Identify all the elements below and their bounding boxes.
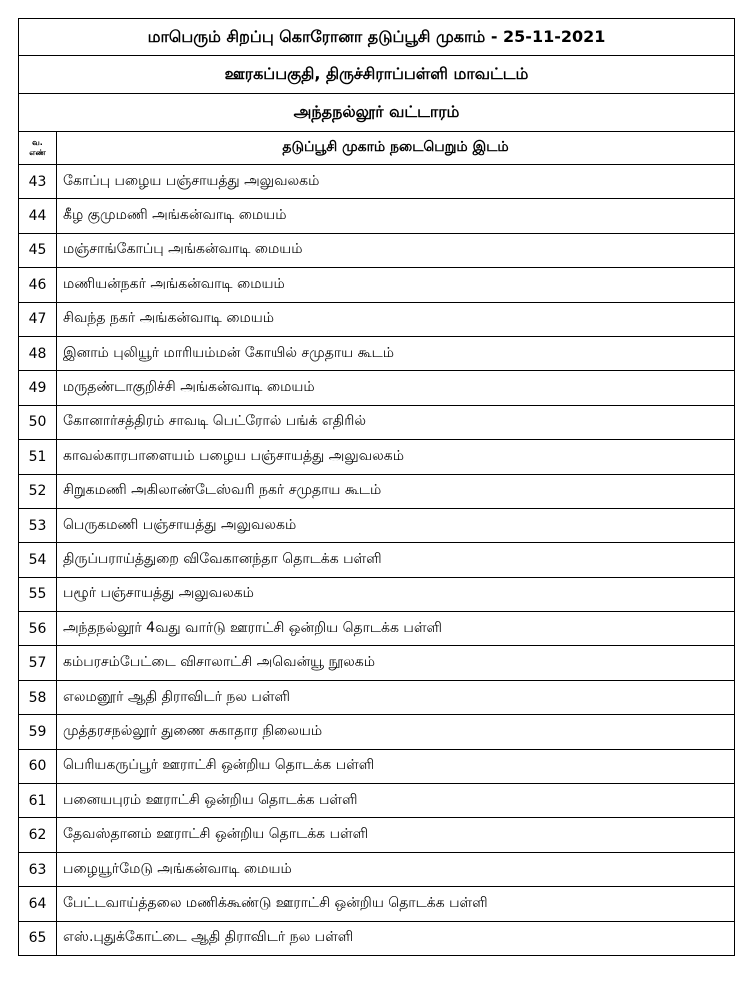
camp-location: திருப்பராய்த்துறை விவேகானந்தா தொடக்க பள்ளி — [57, 543, 735, 577]
table-row — [19, 680, 735, 714]
serial-number: 44 — [19, 199, 57, 233]
table-row — [19, 543, 735, 577]
serial-number: 63 — [19, 852, 57, 886]
serial-number: 46 — [19, 268, 57, 302]
serial-number: 45 — [19, 233, 57, 267]
camp-location: எலமனூர் ஆதி திராவிடர் நல பள்ளி — [57, 680, 735, 714]
serial-number: 59 — [19, 715, 57, 749]
camp-location: கோப்பு பழைய பஞ்சாயத்து அலுவலகம் — [57, 165, 735, 199]
camp-location: பெருகமணி பஞ்சாயத்து அலுவலகம் — [57, 508, 735, 542]
table-row — [19, 715, 735, 749]
camp-location: இனாம் புலியூர் மாரியம்மன் கோயில் சமுதாய கூடம் — [57, 336, 735, 370]
table-row — [19, 646, 735, 680]
serial-number: 43 — [19, 165, 57, 199]
camp-location: காவல்காரபாளையம் பழைய பஞ்சாயத்து அலுவலகம் — [57, 440, 735, 474]
table-row — [19, 749, 735, 783]
camp-location: எஸ்.புதுக்கோட்டை ஆதி திராவிடர் நல பள்ளி — [57, 921, 735, 955]
table-row — [19, 508, 735, 542]
camp-location: பழூர் பஞ்சாயத்து அலுவலகம் — [57, 577, 735, 611]
serial-number: 62 — [19, 818, 57, 852]
table-row — [19, 474, 735, 508]
district-subtitle: ஊரகப்பகுதி, திருச்சிராப்பள்ளி மாவட்டம் — [19, 56, 735, 94]
serial-number: 53 — [19, 508, 57, 542]
camp-location: முத்தரசநல்லூர் துணை சுகாதார நிலையம் — [57, 715, 735, 749]
serial-number: 47 — [19, 302, 57, 336]
serial-number: 55 — [19, 577, 57, 611]
camp-location: மஞ்சாங்கோப்பு அங்கன்வாடி மையம் — [57, 233, 735, 267]
serial-number: 61 — [19, 784, 57, 818]
table-row — [19, 165, 735, 199]
serial-number: 60 — [19, 749, 57, 783]
table-row — [19, 921, 735, 955]
camp-location: பெரியகருப்பூர் ஊராட்சி ஒன்றிய தொடக்க பள்ளி — [57, 749, 735, 783]
serial-number: 56 — [19, 612, 57, 646]
title-row — [19, 19, 735, 56]
subtitle-row — [19, 56, 735, 94]
serial-number: 58 — [19, 680, 57, 714]
camp-location: கீழ குமுமணி அங்கன்வாடி மையம் — [57, 199, 735, 233]
serial-number: 64 — [19, 887, 57, 921]
serial-number: 57 — [19, 646, 57, 680]
camp-location: பனையபுரம் ஊராட்சி ஒன்றிய தொடக்க பள்ளி — [57, 784, 735, 818]
serial-number: 65 — [19, 921, 57, 955]
serial-number: 48 — [19, 336, 57, 370]
camp-location: சிவந்த நகர் அங்கன்வாடி மையம் — [57, 302, 735, 336]
camp-location: கோனார்சத்திரம் சாவடி பெட்ரோல் பங்க் எதிரில் — [57, 405, 735, 439]
serial-header-line1: வ. — [32, 138, 43, 147]
table-row — [19, 612, 735, 646]
serial-number: 50 — [19, 405, 57, 439]
table-row — [19, 818, 735, 852]
camp-location: அந்தநல்லூர் 4வது வார்டு ஊராட்சி ஒன்றிய தொடக்க பள்ளி — [57, 612, 735, 646]
table-row — [19, 440, 735, 474]
table-row — [19, 371, 735, 405]
serial-header-line2: எண் — [29, 148, 46, 157]
table-row — [19, 268, 735, 302]
camp-location: கம்பரசம்பேட்டை விசாலாட்சி அவென்யூ நூலகம் — [57, 646, 735, 680]
table-row — [19, 233, 735, 267]
page-title: மாபெரும் சிறப்பு கொரோனா தடுப்பூசி முகாம் - 25-11-2021 — [19, 19, 735, 56]
table-row — [19, 784, 735, 818]
table-row — [19, 302, 735, 336]
serial-number: 52 — [19, 474, 57, 508]
camp-list-sheet — [18, 18, 734, 956]
table-row — [19, 336, 735, 370]
table-row — [19, 577, 735, 611]
table-row — [19, 852, 735, 886]
block-name: அந்தநல்லூர் வட்டாரம் — [19, 94, 735, 132]
column-header-row — [19, 132, 735, 165]
camp-table-body — [19, 19, 735, 956]
camp-location: பழையூர்மேடு அங்கன்வாடி மையம் — [57, 852, 735, 886]
camp-location: சிறுகமணி அகிலாண்டேஸ்வரி நகர் சமுதாய கூடம் — [57, 474, 735, 508]
serial-number: 51 — [19, 440, 57, 474]
serial-number: 54 — [19, 543, 57, 577]
camp-location: மருதண்டாகுறிச்சி அங்கன்வாடி மையம் — [57, 371, 735, 405]
serial-column-header — [19, 132, 57, 165]
block-row — [19, 94, 735, 132]
table-row — [19, 887, 735, 921]
camp-location: மணியன்நகர் அங்கன்வாடி மையம் — [57, 268, 735, 302]
camp-location: தேவஸ்தானம் ஊராட்சி ஒன்றிய தொடக்க பள்ளி — [57, 818, 735, 852]
camp-table — [18, 18, 735, 956]
serial-number: 49 — [19, 371, 57, 405]
camp-location: பேட்டவாய்த்தலை மணிக்கூண்டு ஊராட்சி ஒன்றிய தொடக்க பள்ளி — [57, 887, 735, 921]
place-column-header: தடுப்பூசி முகாம் நடைபெறும் இடம் — [57, 132, 735, 165]
table-row — [19, 199, 735, 233]
table-row — [19, 405, 735, 439]
